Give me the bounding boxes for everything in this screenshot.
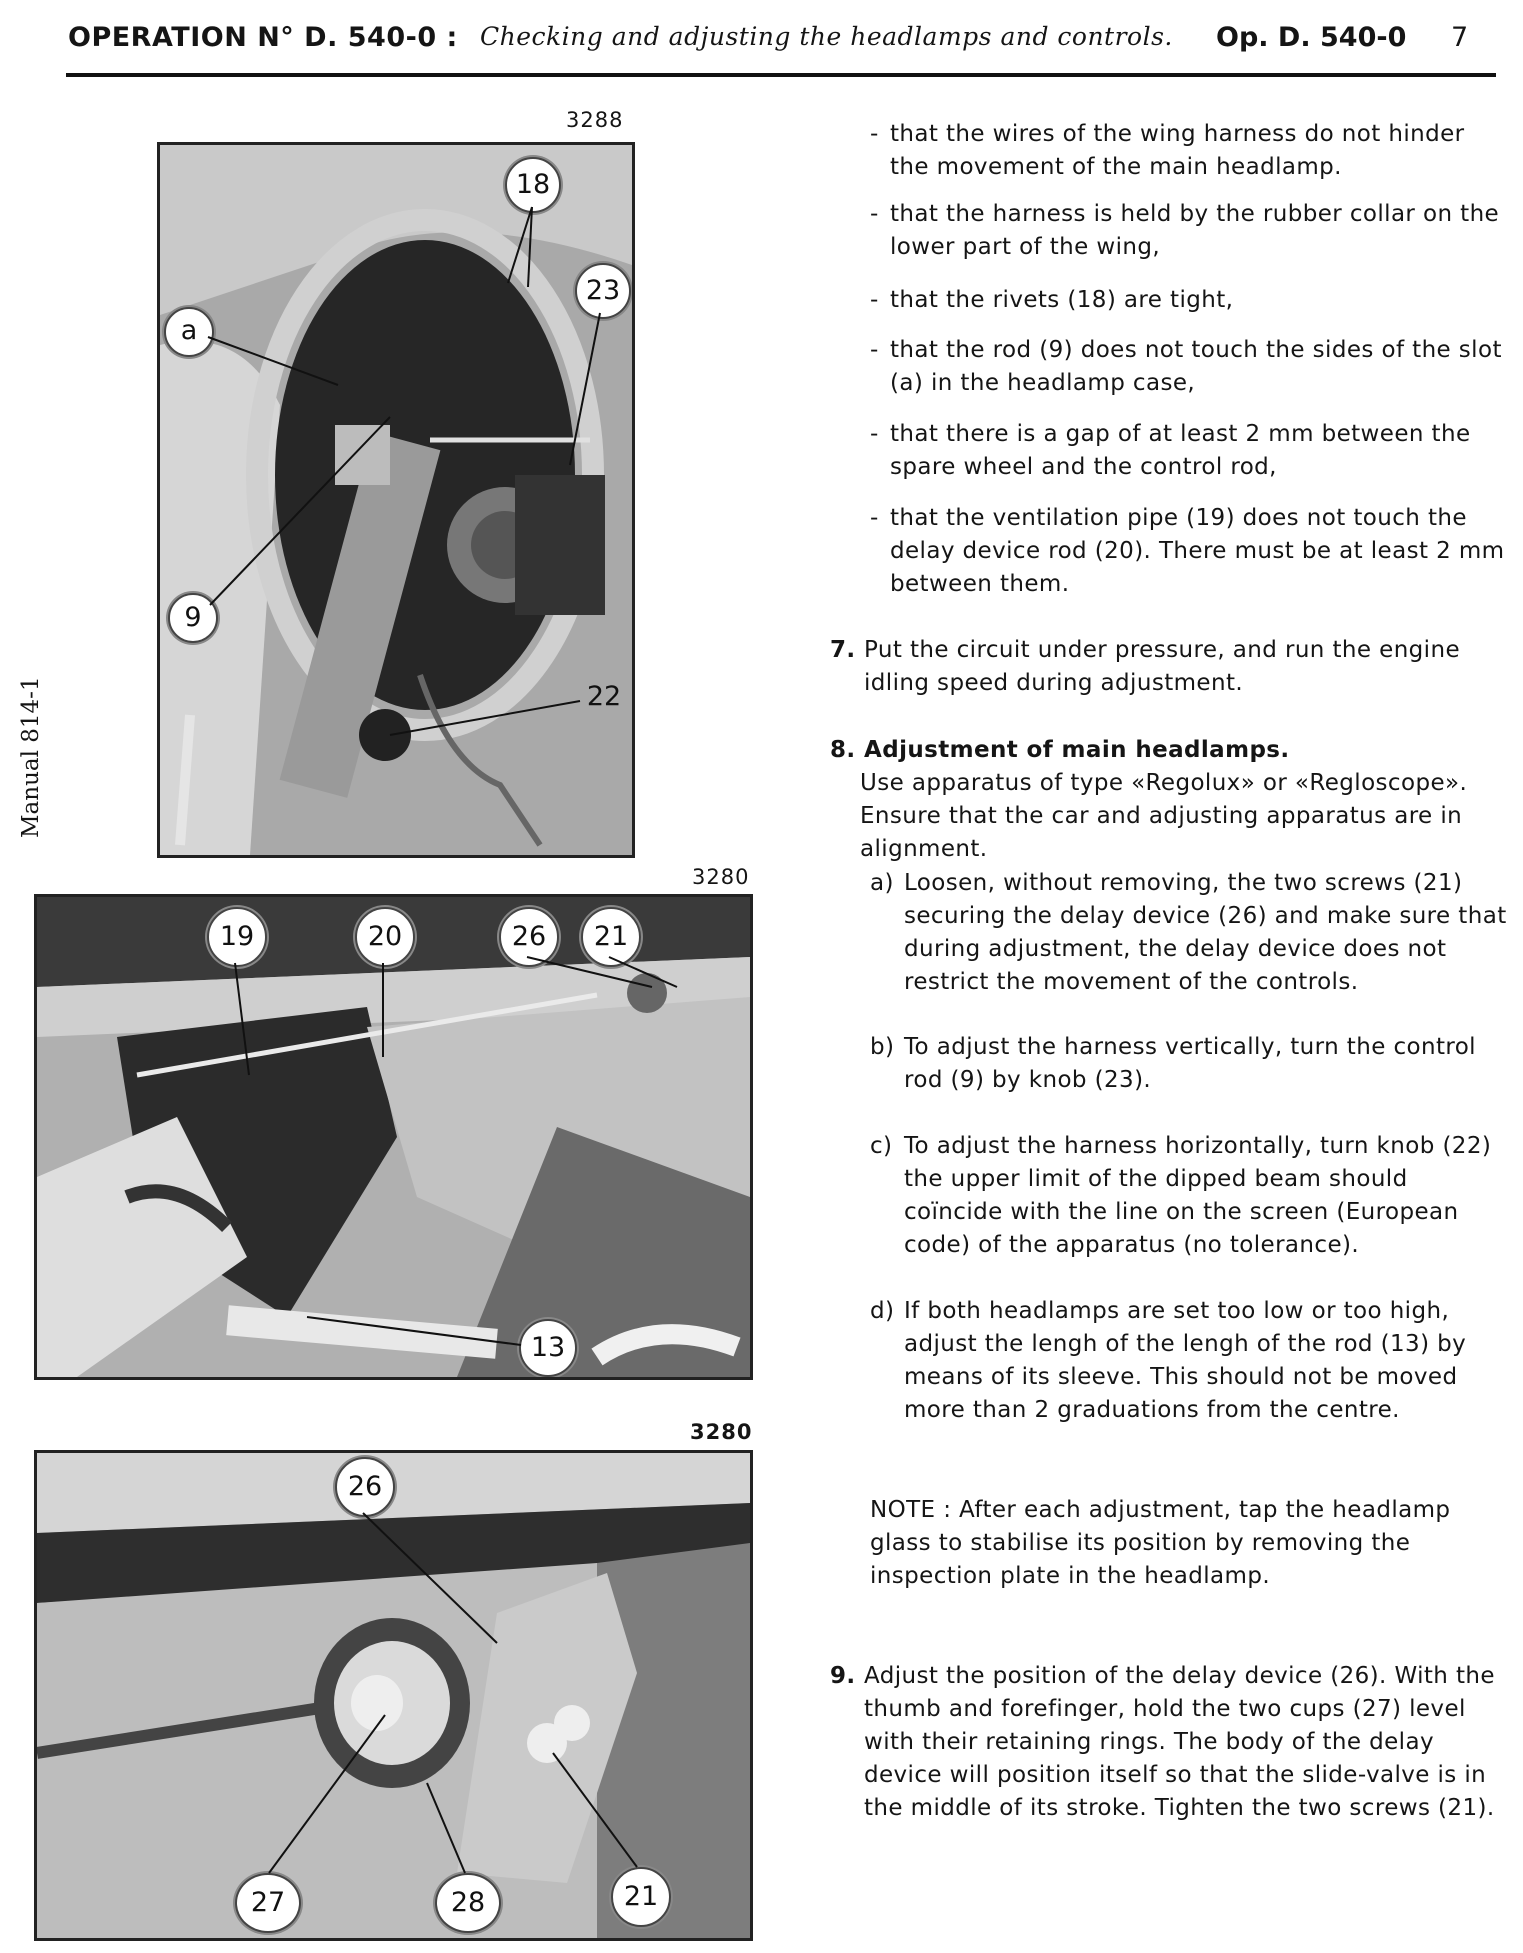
callout-22: 22 bbox=[586, 681, 622, 712]
callout-23: 23 bbox=[575, 263, 631, 319]
figure-2-photo bbox=[34, 894, 753, 1380]
figure-1-number: 3288 bbox=[566, 108, 624, 132]
callout-19: 19 bbox=[207, 907, 267, 967]
callout-18: 18 bbox=[505, 157, 561, 213]
callout-27: 27 bbox=[235, 1873, 301, 1933]
callout-9: 9 bbox=[168, 593, 218, 643]
check-item: - that there is a gap of at least 2 mm between the spare wheel and the control rod, bbox=[870, 421, 1471, 480]
operation-title: Checking and adjusting the headlamps and controls. bbox=[480, 22, 1173, 51]
figure-3-photo bbox=[34, 1450, 753, 1941]
figure-1-photo bbox=[157, 142, 635, 858]
page-header bbox=[68, 18, 1493, 60]
check-item: - that the wires of the wing harness do not hinder the movement of the main headlamp. bbox=[870, 121, 1465, 180]
callout-13: 13 bbox=[519, 1319, 577, 1377]
header-rule bbox=[66, 73, 1496, 77]
callout-21: 21 bbox=[611, 1867, 671, 1927]
step-8-sub-b: b) To adjust the harness vertically, turn the control rod (9) by knob (23). bbox=[870, 1034, 1476, 1093]
step-8-intro: Use apparatus of type «Regolux» or «Regloscope». Ensure that the car and adjusting apparatus are in alignment. bbox=[860, 770, 1468, 862]
callout-26: 26 bbox=[335, 1457, 395, 1517]
callout-20: 20 bbox=[355, 907, 415, 967]
note-paragraph: NOTE : After each adjustment, tap the headlamp glass to stabilise its position by removing the inspection plate in the headlamp. bbox=[870, 1497, 1451, 1589]
callout-26: 26 bbox=[499, 907, 559, 967]
figure-3-number: 3280 bbox=[690, 1420, 753, 1444]
headlamp-photo-illustration bbox=[160, 145, 632, 855]
check-item: - that the rod (9) does not touch the sides of the slot (a) in the headlamp case, bbox=[870, 337, 1502, 396]
step-8-sub-d: d) If both headlamps are set too low or too high, adjust the lengh of the lengh of the rod (13) by means of its sleeve. This should not be moved more than 2 graduations from the centre. bbox=[870, 1298, 1467, 1423]
callout-21: 21 bbox=[581, 907, 641, 967]
step-8-title: Adjustment of main headlamps. bbox=[864, 737, 1290, 763]
check-item: - that the rivets (18) are tight, bbox=[870, 287, 1234, 313]
delay-device-photo-illustration bbox=[37, 1453, 750, 1938]
check-item: - that the ventilation pipe (19) does not touch the delay device rod (20). There must be at least 2 mm between them. bbox=[870, 505, 1505, 597]
operation-number: OPERATION N° D. 540-0 : bbox=[68, 22, 458, 53]
callout-28: 28 bbox=[435, 1873, 501, 1933]
step-8-sub-c: c) To adjust the harness horizontally, turn knob (22) the upper limit of the dipped beam should coïncide with the line on the screen (European code) of the apparatus (no tolerance). bbox=[870, 1133, 1492, 1258]
figure-2-number: 3280 bbox=[692, 865, 750, 889]
operation-reference: Op. D. 540-0 bbox=[1216, 22, 1407, 53]
control-rod-photo-illustration bbox=[37, 897, 750, 1377]
step-9: 9. Adjust the position of the delay device (26). With the thumb and forefinger, hold the two cups (27) level with their retaining rings. The body of the delay device will position itself so that the slide-valve is in the middle of its stroke. Tighten the two screws (21). bbox=[830, 1663, 1495, 1821]
check-item: - that the harness is held by the rubber collar on the lower part of the wing, bbox=[870, 201, 1500, 260]
step-8-sub-a: a) Loosen, without removing, the two screws (21) securing the delay device (26) and make sure that during adjustment, the delay device does not restrict the movement of the controls. bbox=[870, 870, 1507, 995]
step-8: 8. Adjustment of main headlamps. Use apparatus of type «Regolux» or «Regloscope». Ensure that the car and adjusting apparatus are in alignment. bbox=[830, 734, 1510, 866]
page-number: 7 bbox=[1451, 22, 1469, 53]
callout-a: a bbox=[164, 307, 214, 357]
step-7: 7. Put the circuit under pressure, and run the engine idling speed during adjustment. bbox=[830, 637, 1460, 696]
manual-side-label: Manual 814-1 bbox=[18, 676, 44, 838]
